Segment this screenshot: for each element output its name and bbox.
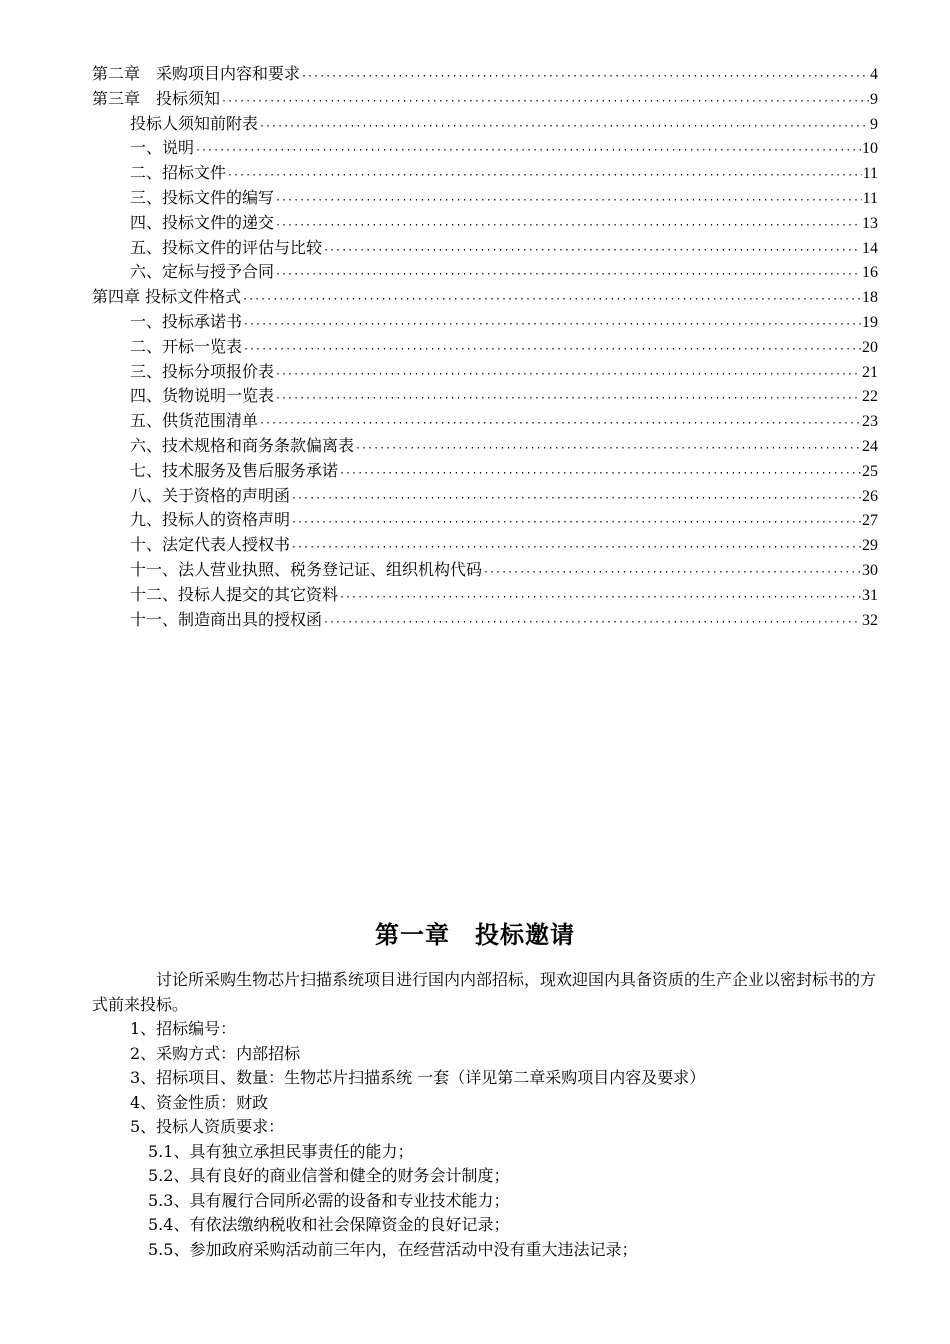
toc-entry[interactable]: [92, 112, 878, 137]
toc-page-number: 10: [862, 140, 878, 158]
list-item: 2、采购方式：内部招标: [130, 1043, 301, 1063]
toc-leader-dots: [275, 363, 861, 388]
toc-leader-dots: [275, 387, 861, 412]
toc-page-number: 9: [870, 90, 878, 108]
toc-leader-dots: [243, 313, 861, 338]
toc-leader-dots: [275, 214, 861, 239]
toc-page-number: 25: [862, 462, 878, 480]
toc-entry-label: 六、技术规格和商务条款偏离表: [130, 435, 355, 455]
toc-entry[interactable]: [92, 87, 878, 112]
toc-page-number: 4: [870, 66, 878, 83]
toc-page-number: 23: [862, 413, 878, 431]
toc-entry-label: 三、投标分项报价表: [130, 361, 275, 381]
toc-entry-label: 四、货物说明一览表: [130, 386, 275, 406]
toc-page-number: 13: [862, 214, 878, 232]
toc-entry[interactable]: [92, 459, 878, 484]
toc-leader-dots: [301, 65, 869, 90]
toc-entry[interactable]: [92, 558, 878, 583]
toc-entry[interactable]: [92, 533, 878, 558]
list-subitem: 5.2、具有良好的商业信誉和健全的财务会计制度；: [148, 1166, 510, 1185]
toc-entry[interactable]: [92, 211, 878, 236]
toc-entry-label: 五、投标文件的评估与比较: [130, 237, 323, 257]
toc-leader-dots: [323, 239, 861, 264]
toc-leader-dots: [291, 487, 861, 512]
toc-page-number: 29: [862, 537, 878, 555]
toc-entry-label: 第四章 投标文件格式: [92, 287, 242, 307]
toc-leader-dots: [355, 437, 861, 462]
toc-page-number: 26: [862, 487, 878, 505]
toc-entry[interactable]: [92, 186, 878, 211]
toc-entry[interactable]: [92, 335, 878, 360]
toc-page-number: 16: [862, 264, 878, 282]
toc-entry[interactable]: [92, 409, 878, 434]
toc-entry-label: 第三章 投标须知: [92, 88, 221, 108]
toc-entry[interactable]: [92, 608, 878, 633]
toc-entry[interactable]: [92, 583, 878, 608]
chapter-body: [92, 968, 878, 1262]
toc-page-number: 9: [870, 115, 878, 133]
toc-leader-dots: [275, 189, 862, 214]
toc-page-number: 14: [862, 239, 878, 257]
toc-entry-label: 九、投标人的资格声明: [130, 510, 291, 530]
toc-leader-dots: [227, 164, 862, 189]
toc-entry[interactable]: [92, 310, 878, 335]
list-item: 3、招标项目、数量：生物芯片扫描系统 一套（详见第二章采购项目内容及要求）: [130, 1068, 706, 1087]
toc-entry[interactable]: [92, 260, 878, 285]
toc-entry[interactable]: [92, 285, 878, 310]
toc-entry[interactable]: [92, 161, 878, 186]
list-subitem: 5.4、有依法缴纳税收和社会保障资金的良好记录；: [148, 1215, 510, 1234]
toc-leader-dots: [483, 561, 861, 586]
toc-page-number: 18: [862, 289, 878, 307]
list-item: 5、投标人资质要求：: [130, 1117, 285, 1136]
toc-page-number: 27: [862, 512, 878, 530]
toc-page-number: 22: [862, 388, 878, 406]
toc-page-number: 32: [862, 611, 878, 629]
toc-page-number: 31: [862, 586, 878, 604]
toc-leader-dots: [323, 611, 861, 636]
toc-leader-dots: [221, 90, 869, 115]
toc-entry-label: 七、技术服务及售后服务承诺: [130, 460, 339, 480]
toc-page-number: 19: [862, 313, 878, 331]
list-item: 1、招标编号：: [130, 1019, 237, 1038]
toc-leader-dots: [195, 139, 861, 164]
toc-leader-dots: [275, 263, 861, 288]
toc-leader-dots: [259, 115, 869, 140]
toc-entry-label: 第二章 采购项目内容和要求: [92, 64, 301, 83]
intro-paragraph: 讨论所采购生物芯片扫描系统项目进行国内内部招标，现欢迎国内具备资质的生产企业以密封标书的方式前来投标。: [92, 970, 877, 1014]
toc-entry[interactable]: [92, 236, 878, 261]
toc-entry[interactable]: [92, 508, 878, 533]
toc-page-number: 20: [862, 338, 878, 356]
toc-entry-label: 八、关于资格的声明函: [130, 485, 291, 505]
toc-entry[interactable]: [92, 484, 878, 509]
toc-page-number: 21: [862, 363, 878, 381]
toc-leader-dots: [339, 462, 861, 487]
list-item: 4、资金性质：财政: [130, 1092, 269, 1112]
toc-entry[interactable]: [92, 136, 878, 161]
toc-entry[interactable]: [92, 62, 878, 87]
toc-entry-label: 十一、制造商出具的授权函: [130, 609, 323, 629]
toc-entry-label: 三、投标文件的编写: [130, 187, 275, 207]
list-subitem: 5.5、参加政府采购活动前三年内，在经营活动中没有重大违法记录；: [148, 1239, 638, 1259]
list-subitem: 5.1、具有独立承担民事责任的能力；: [148, 1141, 414, 1161]
toc-entry-label: 二、开标一览表: [130, 336, 243, 356]
toc-entry-label: 四、投标文件的递交: [130, 212, 275, 232]
toc-page-number: 11: [862, 165, 878, 183]
toc-entry[interactable]: [92, 384, 878, 409]
toc-page-number: 30: [862, 561, 878, 579]
toc-entry-label: 一、投标承诺书: [130, 311, 243, 331]
list-subitem: 5.3、具有履行合同所必需的设备和专业技术能力；: [148, 1190, 510, 1210]
toc-entry[interactable]: [92, 434, 878, 459]
table-of-contents: [92, 62, 878, 632]
toc-page-number: 24: [862, 437, 878, 455]
toc-entry-label: 六、定标与授予合同: [130, 262, 275, 282]
toc-entry-label: 投标人须知前附表: [130, 113, 259, 133]
chapter-title: 第一章 投标邀请: [375, 921, 575, 949]
toc-entry-label: 十二、投标人提交的其它资料: [130, 584, 339, 604]
toc-entry-label: 一、说明: [130, 138, 195, 158]
toc-entry-label: 十一、法人营业执照、税务登记证、组织机构代码: [130, 559, 483, 579]
toc-entry-label: 五、供货范围清单: [130, 411, 259, 431]
toc-leader-dots: [339, 586, 861, 611]
toc-leader-dots: [242, 288, 861, 313]
toc-entry-label: 十、法定代表人授权书: [130, 535, 291, 555]
toc-entry-label: 二、招标文件: [130, 163, 227, 183]
toc-entry[interactable]: [92, 360, 878, 385]
toc-leader-dots: [243, 338, 861, 363]
toc-leader-dots: [291, 511, 861, 536]
toc-page-number: 11: [862, 189, 878, 207]
